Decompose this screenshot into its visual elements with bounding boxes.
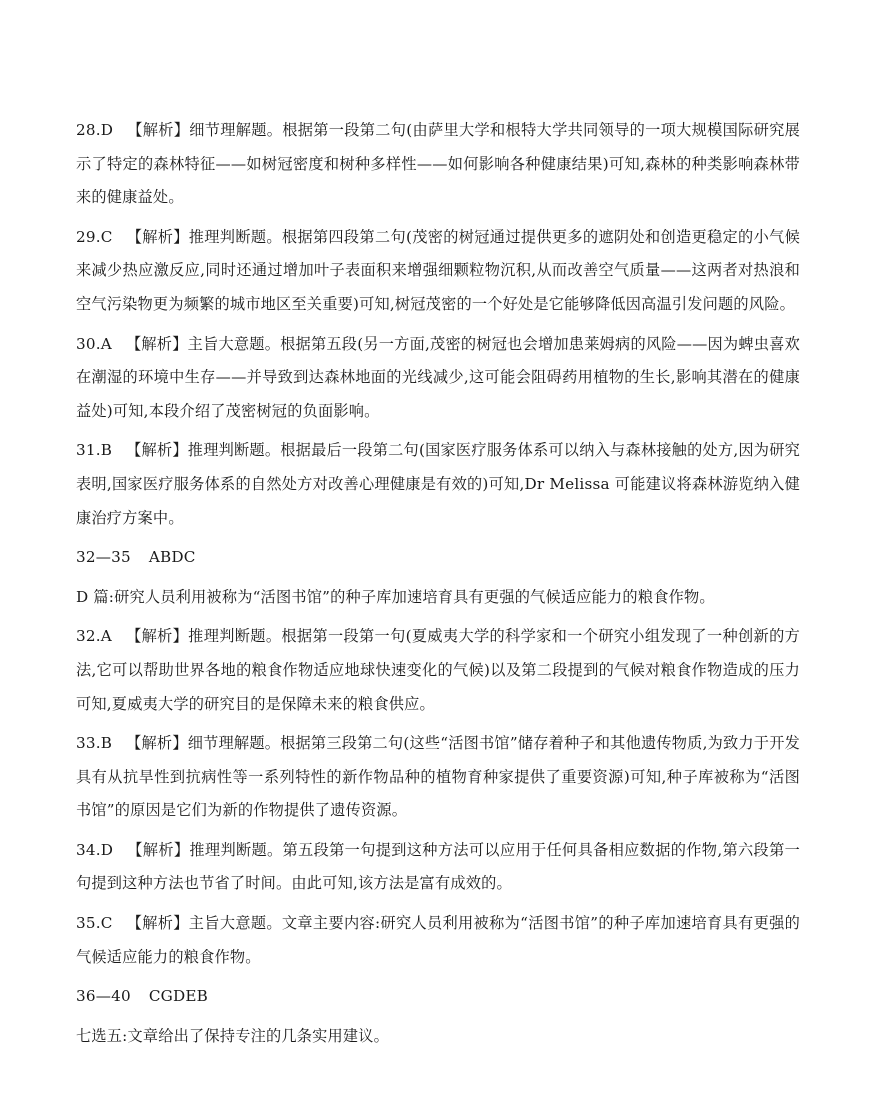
explanation-text: 【解析】主旨大意题。文章主要内容:研究人员利用被称为“活图书馆”的种子库加速培育具有更强的气候适应能力的粮食作物。 xyxy=(76,914,800,966)
answer-paragraph xyxy=(76,581,800,615)
question-number: 29.C xyxy=(76,227,113,246)
answer-paragraph xyxy=(76,907,800,974)
explanation-text: 【解析】推理判断题。根据第一段第一句(夏威夷大学的科学家和一个研究小组发现了一种创新的方法,它可以帮助世界各地的粮食作物适应地球快速变化的气候)以及第二段提到的气候对粮食作物造成的压力可知,夏威夷大学的研究目的是保障未来的粮食供应。 xyxy=(76,627,800,713)
answer-paragraph xyxy=(76,834,800,901)
explanation-text: D 篇:研究人员利用被称为“活图书馆”的种子库加速培育具有更强的气候适应能力的粮食作物。 xyxy=(76,587,715,606)
question-number: 33.B xyxy=(76,734,113,753)
explanation-text: 【解析】主旨大意题。根据第五段(另一方面,茂密的树冠也会增加患莱姆病的风险——因为蜱虫喜欢在潮湿的环境中生存——并导致到达森林地面的光线减少,这可能会阻碍药用植物的生长,影响其潜在的健康益处)可知,本段介绍了茂密树冠的负面影响。 xyxy=(76,334,800,420)
explanation-text: 【解析】细节理解题。根据第三段第二句(这些“活图书馆”储存着种子和其他遗传物质,为致力于开发具有从抗旱性到抗病性等一系列特性的新作物品种的植物育种家提供了重要资源)可知,种子库被称为“活图书馆”的原因是它们为新的作物提供了遗传资源。 xyxy=(76,734,800,820)
explanation-text: ABDC xyxy=(148,548,196,567)
explanation-text: 【解析】推理判断题。根据第四段第二句(茂密的树冠通过提供更多的遮阴处和创造更稳定的小气候来减少热应激反应,同时还通过增加叶子表面积来增强细颗粒物沉积,从而改善空气质量——这两者对热浪和空气污染物更为频繁的城市地区至关重要)可知,树冠茂密的一个好处是它能够降低因高温引发问题的风险。 xyxy=(76,227,800,313)
question-number: 28.D xyxy=(76,121,114,139)
explanation-text: 【解析】推理判断题。根据最后一段第二句(国家医疗服务体系可以纳入与森林接触的处方,因为研究表明,国家医疗服务体系的自然处方对改善心理健康是有效的)可知,Dr Melissa 可能建议将森林游览纳入健康治疗方案中。 xyxy=(76,441,800,527)
question-number: 30.A xyxy=(76,334,112,353)
answer-paragraph xyxy=(76,727,800,828)
explanation-text: 七选五:文章给出了保持专注的几条实用建议。 xyxy=(76,1026,390,1045)
explanation-text: 【解析】细节理解题。根据第一段第二句(由萨里大学和根特大学共同领导的一项大规模国际研究展示了特定的森林特征——如树冠密度和树种多样性——如何影响各种健康结果)可知,森林的种类影响森林带来的健康益处。 xyxy=(76,121,800,207)
question-number: 35.C xyxy=(76,914,113,933)
answer-paragraph xyxy=(76,980,800,1014)
question-number: 32—35 xyxy=(76,548,131,567)
answer-paragraph xyxy=(76,328,800,429)
answer-paragraph xyxy=(76,114,800,215)
answer-paragraph xyxy=(76,434,800,535)
explanation-text: CGDEB xyxy=(148,987,209,1006)
answer-explanations xyxy=(76,114,800,1053)
question-number: 36—40 xyxy=(76,987,131,1006)
answer-paragraph xyxy=(76,541,800,575)
question-number: 31.B xyxy=(76,441,113,460)
question-number: 34.D xyxy=(76,840,114,859)
answer-paragraph xyxy=(76,1020,800,1054)
explanation-text: 【解析】推理判断题。第五段第一句提到这种方法可以应用于任何具备相应数据的作物,第六段第一句提到这种方法也节省了时间。由此可知,该方法是富有成效的。 xyxy=(76,840,800,893)
answer-paragraph xyxy=(76,620,800,721)
question-number: 32.A xyxy=(76,627,112,646)
answer-paragraph xyxy=(76,221,800,322)
